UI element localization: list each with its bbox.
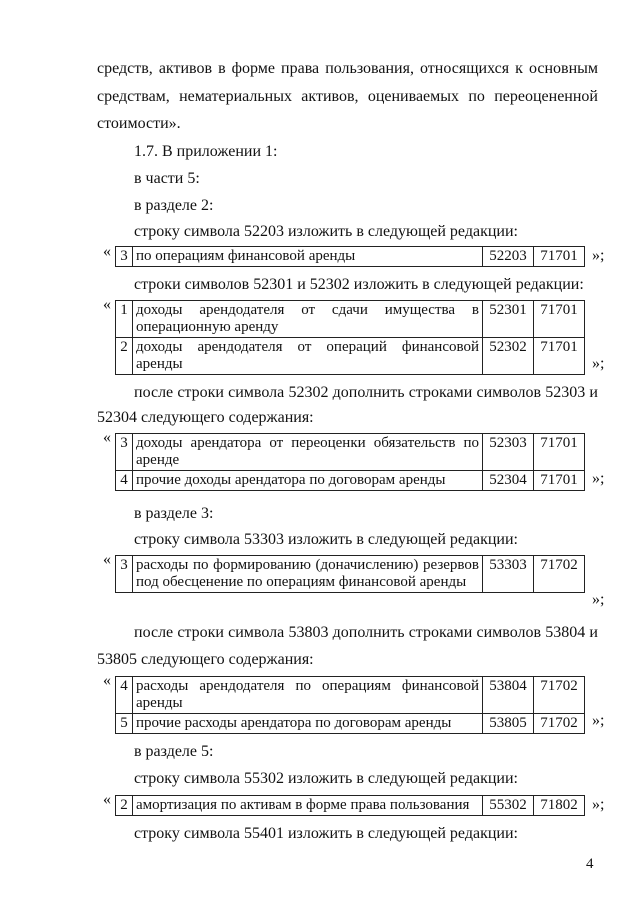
table-row xyxy=(116,714,585,734)
row-text: прочие доходы арендатора по договорам аренды xyxy=(133,471,483,491)
row-account: 71702 xyxy=(534,714,585,734)
row-number: 1 xyxy=(116,301,133,338)
quote-close: »; xyxy=(592,712,605,729)
row-code: 52203 xyxy=(483,247,534,267)
quote-close: »; xyxy=(592,247,605,264)
row-code: 53303 xyxy=(483,556,534,593)
table-row xyxy=(116,796,585,816)
table-row-block xyxy=(115,246,585,267)
quote-close: »; xyxy=(592,355,605,372)
row-number: 3 xyxy=(116,556,133,593)
paragraph-line: в разделе 5: xyxy=(134,743,214,760)
quote-close: »; xyxy=(592,796,605,813)
table-row xyxy=(116,338,585,375)
row-number: 2 xyxy=(116,338,133,375)
row-code: 52303 xyxy=(483,434,534,471)
paragraph-line: строки символов 52301 и 52302 изложить в следующей редакции: xyxy=(134,276,584,293)
section-heading: 1.7. В приложении 1: xyxy=(134,143,278,160)
table-row-block xyxy=(115,676,585,734)
quote-open: « xyxy=(103,296,111,313)
table-row xyxy=(116,301,585,338)
paragraph-line: строку символа 55401 изложить в следующей редакции: xyxy=(134,825,518,842)
paragraph-line: в разделе 3: xyxy=(134,505,214,522)
row-code: 52301 xyxy=(483,301,534,338)
paragraph-line: средств, активов в форме права пользования, относящихся к основным xyxy=(97,60,598,77)
paragraph-line: после строки символа 52302 дополнить строками символов 52303 и xyxy=(134,384,598,401)
table-row xyxy=(116,247,585,267)
row-number: 4 xyxy=(116,677,133,714)
row-code: 53804 xyxy=(483,677,534,714)
table-row xyxy=(116,556,585,593)
row-code: 52304 xyxy=(483,471,534,491)
row-text: прочие расходы арендатора по договорам аренды xyxy=(133,714,483,734)
row-number: 4 xyxy=(116,471,133,491)
table-row-block xyxy=(115,555,585,593)
quote-open: « xyxy=(103,429,111,446)
quote-open: « xyxy=(103,672,111,689)
row-number: 3 xyxy=(116,434,133,471)
table-row-block xyxy=(115,300,585,375)
row-text: расходы по формированию (доначислению) резервов под обесценение по операциям финансовой аренды xyxy=(133,556,483,593)
paragraph-line: в части 5: xyxy=(134,170,200,187)
row-text: амортизация по активам в форме права пользования xyxy=(133,796,483,816)
row-account: 71802 xyxy=(534,796,585,816)
row-account: 71701 xyxy=(534,471,585,491)
paragraph-line: средствам, нематериальных активов, оцениваемых по переоцененной xyxy=(97,88,598,105)
paragraph-line: в разделе 2: xyxy=(134,197,214,214)
paragraph-line: 52304 следующего содержания: xyxy=(97,409,314,426)
page-number: 4 xyxy=(586,856,594,872)
row-account: 71701 xyxy=(534,338,585,375)
row-code: 53805 xyxy=(483,714,534,734)
row-account: 71702 xyxy=(534,677,585,714)
row-number: 5 xyxy=(116,714,133,734)
row-account: 71702 xyxy=(534,556,585,593)
paragraph-line: строку символа 53303 изложить в следующей редакции: xyxy=(134,531,518,548)
row-text: доходы арендатора от переоценки обязательств по аренде xyxy=(133,434,483,471)
row-text: по операциям финансовой аренды xyxy=(133,247,483,267)
row-account: 71701 xyxy=(534,434,585,471)
quote-open: « xyxy=(103,791,111,808)
quote-close: »; xyxy=(592,591,605,608)
quote-open: « xyxy=(103,551,111,568)
table-row-block xyxy=(115,433,585,491)
row-text: доходы арендодателя от операций финансовой аренды xyxy=(133,338,483,375)
paragraph-line: после строки символа 53803 дополнить строками символов 53804 и xyxy=(134,624,598,641)
row-number: 3 xyxy=(116,247,133,267)
table-row-block xyxy=(115,795,585,816)
row-account: 71701 xyxy=(534,247,585,267)
paragraph-line: строку символа 52203 изложить в следующей редакции: xyxy=(134,223,518,240)
quote-close: »; xyxy=(592,470,605,487)
paragraph-line: 53805 следующего содержания: xyxy=(97,651,314,668)
table-row xyxy=(116,677,585,714)
quote-open: « xyxy=(103,243,111,260)
row-code: 52302 xyxy=(483,338,534,375)
row-number: 2 xyxy=(116,796,133,816)
paragraph-line: строку символа 55302 изложить в следующей редакции: xyxy=(134,770,518,787)
table-row xyxy=(116,471,585,491)
table-row xyxy=(116,434,585,471)
paragraph-line: стоимости». xyxy=(97,115,181,132)
row-account: 71701 xyxy=(534,301,585,338)
row-code: 55302 xyxy=(483,796,534,816)
row-text: доходы арендодателя от сдачи имущества в операционную аренду xyxy=(133,301,483,338)
row-text: расходы арендодателя по операциям финансовой аренды xyxy=(133,677,483,714)
